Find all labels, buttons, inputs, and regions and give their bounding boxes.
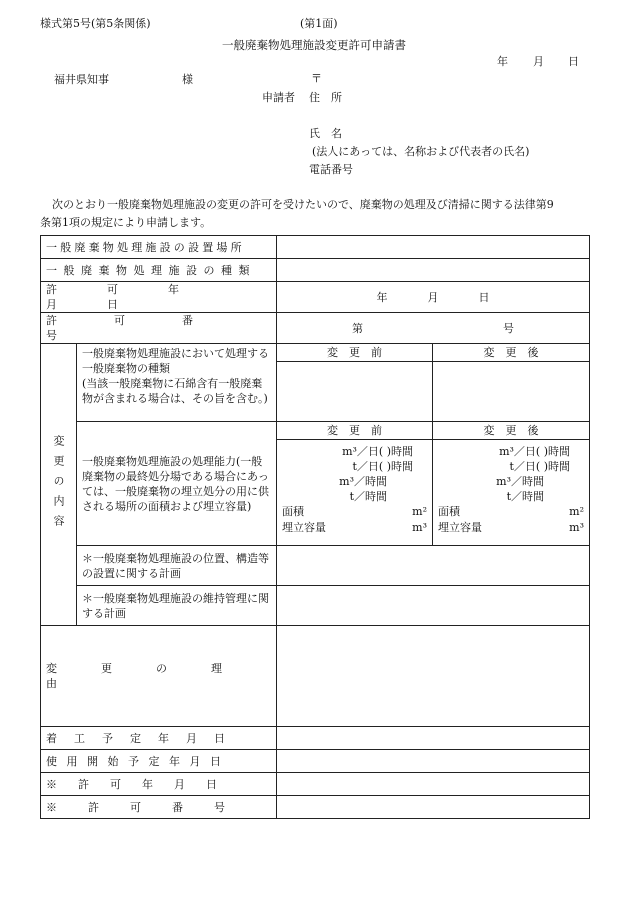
permit-number-field[interactable] (277, 313, 590, 344)
office-permit-date-field[interactable] (277, 773, 590, 796)
permit-number-prefix: 第 (352, 321, 363, 335)
postal-mark: 〒 (311, 72, 322, 85)
capacity-after-field[interactable] (433, 440, 590, 546)
type-field[interactable] (277, 259, 590, 282)
plan-structure-field[interactable] (277, 546, 590, 586)
after-volume-unit: m³ (569, 521, 584, 534)
office-permit-date-label: ※許可年月日 (46, 777, 238, 791)
after-volume-row (438, 520, 584, 536)
permit-number-suffix: 号 (503, 321, 514, 335)
form-number: 様式第5号(第5条関係) (40, 17, 151, 30)
permit-date-month: 月 (427, 290, 439, 304)
waste-type-text: 一般廃棄物処理施設において処理する一般廃棄物の種類 (82, 347, 269, 375)
row-waste-type-head (41, 344, 590, 362)
row-permit-date (41, 282, 590, 313)
capacity-before-header: 変 更 前 (277, 422, 433, 440)
permit-number-label: 許可番号 (46, 314, 250, 342)
waste-type-cell (77, 344, 277, 422)
before-volume-unit: m³ (412, 521, 427, 534)
capacity-before-field[interactable] (277, 440, 433, 546)
form-title: 一般廃棄物処理施設変更許可申請書 (222, 38, 406, 52)
before-volume-row (282, 520, 427, 536)
before-area-unit: m² (412, 505, 427, 518)
use-date-field[interactable] (277, 750, 590, 773)
waste-before-header: 変 更 前 (277, 344, 433, 362)
permit-date-label: 許可年月日 (46, 283, 229, 311)
capacity-text: 一般廃棄物処理施設の処理能力(一般廃棄物の最終処分場である場合にあっては、一般廃棄物の埋立処分の用に供される場所の面積および埋立容量) (82, 454, 269, 513)
row-permit-number (41, 313, 590, 344)
before-unit-m3-day: m³／日( )時間 (342, 445, 413, 458)
location-field[interactable] (277, 236, 590, 259)
name-note: (法人にあっては、名称および代表者の氏名) (312, 145, 530, 158)
page-label: (第1面) (300, 17, 338, 30)
row-start-date (41, 727, 590, 750)
date-day: 日 (568, 55, 579, 68)
permit-date-day: 日 (478, 290, 490, 304)
row-location (41, 236, 590, 259)
application-table (40, 235, 590, 819)
reason-label: 変更の理由 (46, 662, 266, 690)
after-area-label: 面積 (438, 505, 460, 518)
addressee: 福井県知事 (54, 73, 109, 86)
after-unit-m3-day: m³／日( )時間 (499, 445, 570, 458)
name-label: 氏 名 (309, 127, 342, 140)
capacity-cell (77, 422, 277, 546)
type-label: 一般廃棄物処理施設の種類 (46, 263, 256, 277)
before-area-row (282, 504, 427, 520)
intro-line-2: 条第1項の規定により申請します。 (40, 216, 212, 229)
address-label: 住 所 (309, 91, 342, 104)
plan-maintenance-field[interactable] (277, 586, 590, 626)
permit-date-year: 年 (376, 290, 388, 304)
reason-field[interactable] (277, 626, 590, 727)
before-area-label: 面積 (282, 505, 304, 518)
date-month: 月 (533, 55, 544, 68)
after-area-unit: m² (569, 505, 584, 518)
waste-after-field[interactable] (433, 362, 590, 422)
row-plan-structure (41, 546, 590, 586)
row-capacity-head (41, 422, 590, 440)
date-year: 年 (497, 55, 508, 68)
permit-date-field[interactable] (277, 282, 590, 313)
waste-before-field[interactable] (277, 362, 433, 422)
phone-label: 電話番号 (309, 163, 353, 176)
row-use-date (41, 750, 590, 773)
row-reason (41, 626, 590, 727)
intro-line-1: 次のとおり一般廃棄物処理施設の変更の許可を受けたいので、廃棄物の処理及び清掃に関する法律第9 (52, 198, 554, 211)
start-date-label: 着工予定年月日 (46, 731, 242, 745)
applicant-label: 申請者 (262, 91, 295, 104)
waste-after-header: 変 更 後 (433, 344, 590, 362)
capacity-after-header: 変 更 後 (433, 422, 590, 440)
honorific: 様 (182, 73, 193, 86)
use-date-label: 使用開始予定年月日 (46, 754, 231, 768)
plan-structure-label: ＊一般廃棄物処理施設の位置、構造等の設置に関する計画 (77, 546, 277, 586)
change-content-label-cell (41, 344, 77, 626)
office-permit-number-label: ※許可番号 (46, 800, 256, 814)
change-content-label: 変更の内容 (52, 434, 65, 535)
after-unit-m3-hour: m³／時間 (496, 475, 544, 488)
row-office-permit-number (41, 796, 590, 819)
after-unit-t-hour: t／時間 (506, 490, 544, 503)
row-office-permit-date (41, 773, 590, 796)
waste-type-note: (当該一般廃棄物に石綿含有一般廃棄物が含まれる場合は、その旨を含む。) (82, 377, 268, 405)
start-date-field[interactable] (277, 727, 590, 750)
row-type (41, 259, 590, 282)
after-unit-t-day: t／日( )時間 (509, 460, 570, 473)
row-plan-maintenance (41, 586, 590, 626)
before-unit-t-day: t／日( )時間 (352, 460, 413, 473)
office-permit-number-field[interactable] (277, 796, 590, 819)
location-label: 一般廃棄物処理施設の設置場所 (46, 240, 245, 254)
plan-maintenance-label: ＊一般廃棄物処理施設の維持管理に関する計画 (77, 586, 277, 626)
before-volume-label: 埋立容量 (282, 521, 326, 534)
after-volume-label: 埋立容量 (438, 521, 482, 534)
before-unit-m3-hour: m³／時間 (339, 475, 387, 488)
before-unit-t-hour: t／時間 (349, 490, 387, 503)
after-area-row (438, 504, 584, 520)
